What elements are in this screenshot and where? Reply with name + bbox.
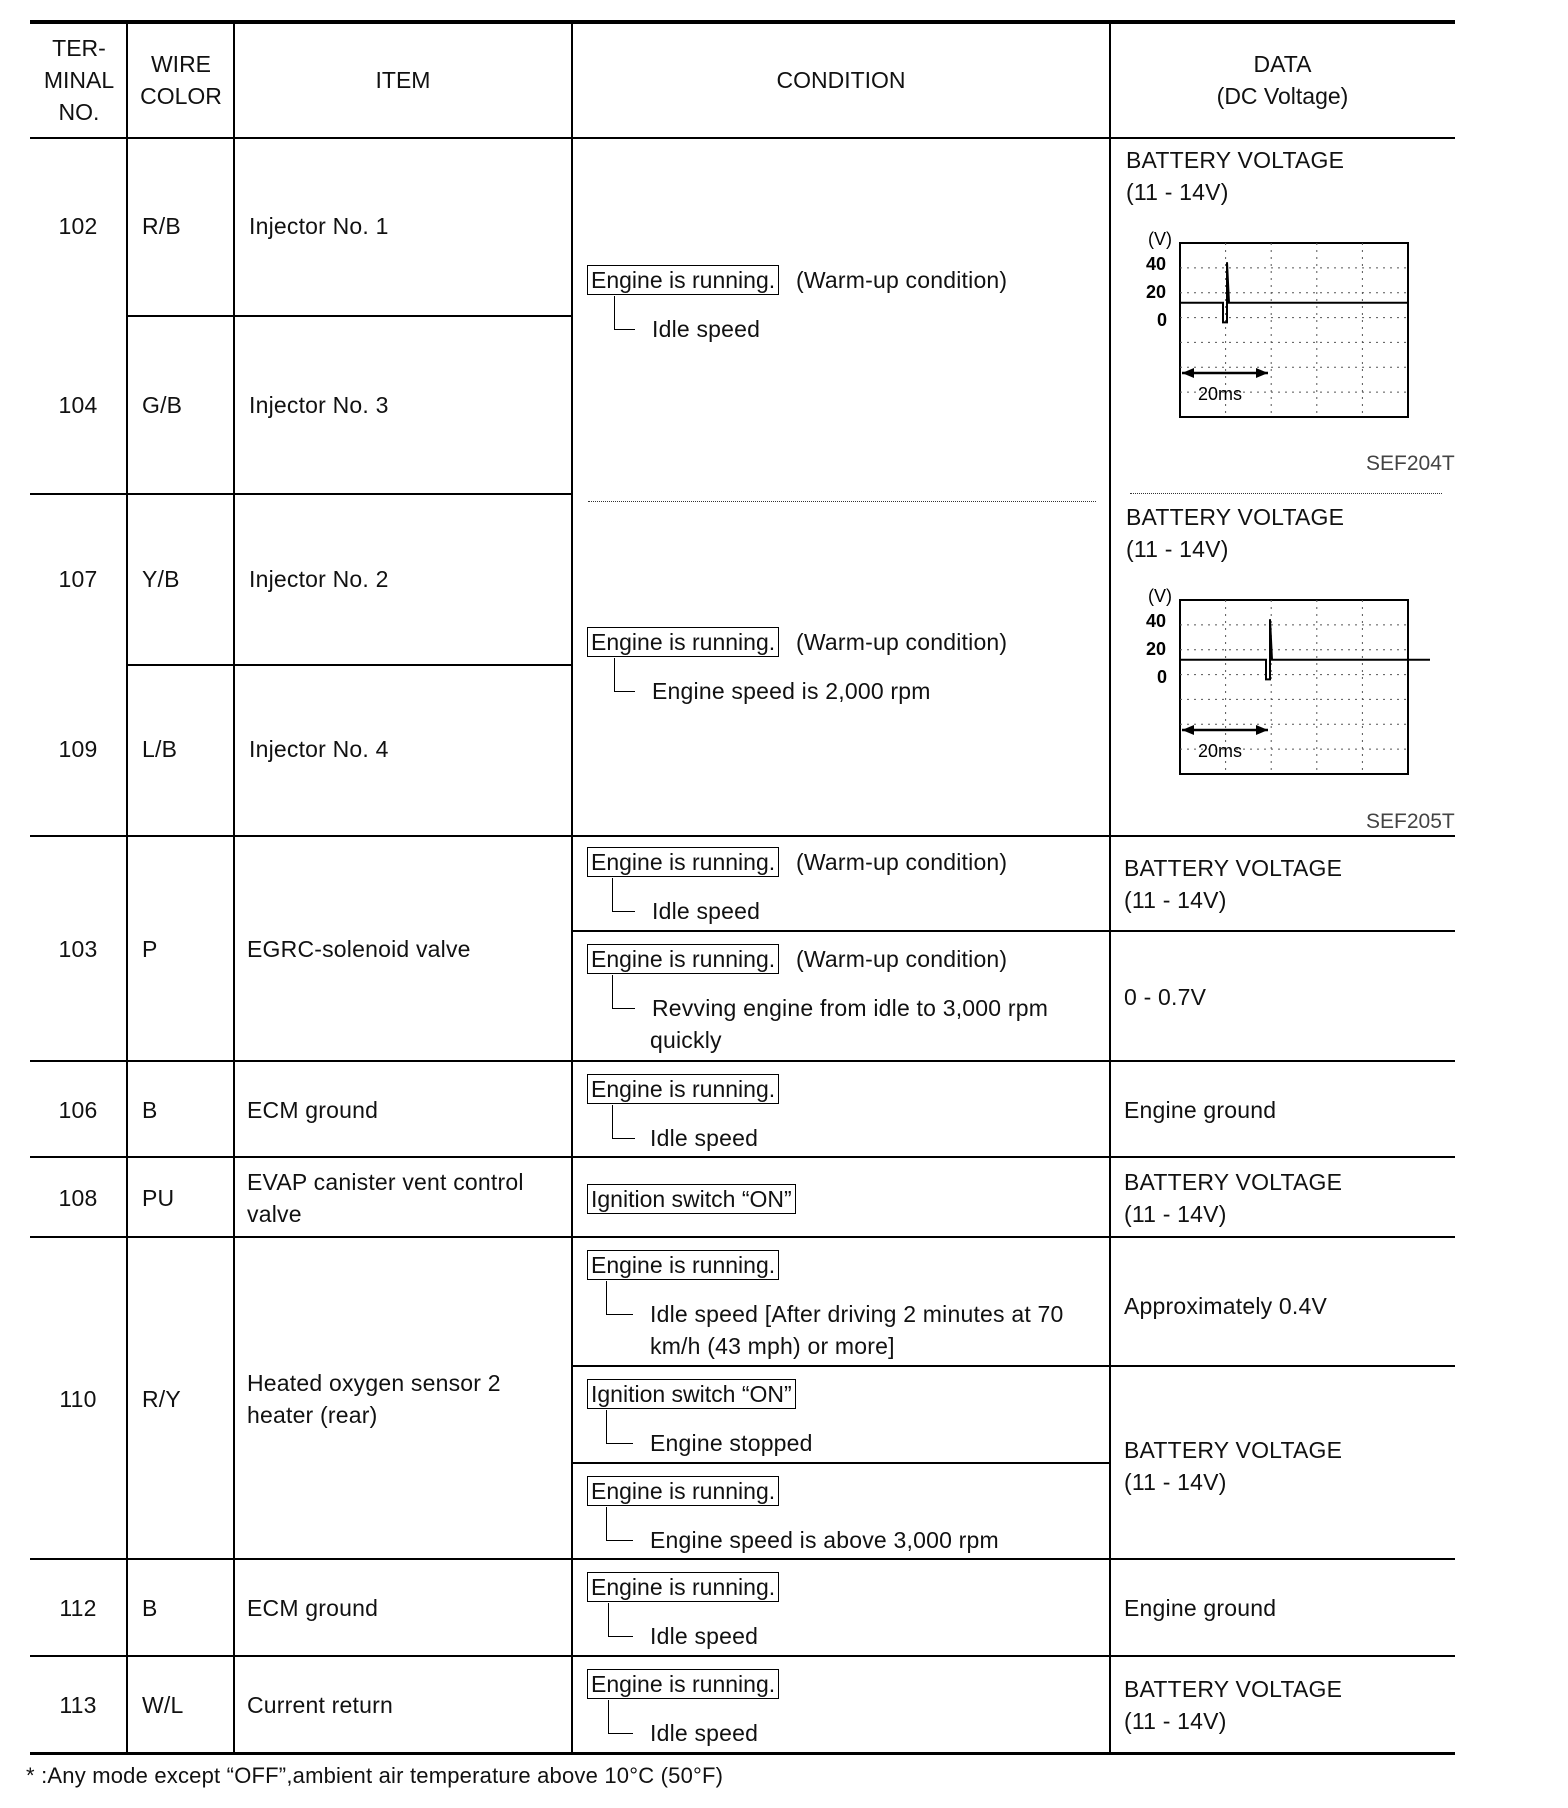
wire-color: B [142,1595,158,1621]
scope-tick-label: 20 [1146,639,1167,659]
header-terminal-line: TER- [52,35,106,61]
data-value: BATTERY VOLTAGE [1124,1169,1343,1195]
condition-detail: Engine speed is above 3,000 rpm [650,1527,999,1553]
terminal-number: 103 [58,936,98,962]
wire-color: R/B [142,213,181,239]
footnote: * :Any mode except “OFF”,ambient air temperature above 10°C (50°F) [26,1763,724,1788]
terminal-number: 110 [59,1386,97,1412]
condition-note: (Warm-up condition) [796,629,1008,655]
item-name: ECM ground [247,1097,379,1123]
header-terminal-line: MINAL [43,67,115,93]
data-value: (11 - 14V) [1124,1708,1227,1734]
bottom-rule [30,1752,1455,1755]
wire-color: R/Y [142,1386,181,1412]
condition-box: Ignition switch “ON” [587,1379,796,1409]
header-data-line: (DC Voltage) [1216,83,1349,109]
condition-detail: Engine speed is 2,000 rpm [652,678,931,704]
data-value: 0 - 0.7V [1124,984,1207,1010]
condition-box: Engine is running. [587,1250,779,1280]
row-rule [30,1236,1455,1238]
wire-color: G/B [142,392,183,418]
condition-detail: Idle speed [650,1720,759,1746]
row-rule [126,315,572,317]
item-name: Injector No. 3 [249,392,389,418]
col-rule [126,22,128,1753]
item-name: Current return [247,1692,393,1718]
item-name: Injector No. 2 [249,566,389,592]
condition-branch [614,658,635,692]
condition-box: Engine is running. [587,1074,779,1104]
terminal-number: 113 [59,1692,97,1718]
oscilloscope-waveform [1130,582,1430,782]
condition-box: Ignition switch “ON” [587,1184,796,1214]
item-name: heater (rear) [247,1402,378,1428]
data-value: Approximately 0.4V [1124,1293,1328,1319]
condition-note: (Warm-up condition) [796,267,1008,293]
scope-tick-label: 40 [1146,254,1167,274]
figure-code: SEF204T [1366,452,1455,475]
row-rule [572,1462,1110,1464]
condition-detail: Idle speed [650,1125,759,1151]
data-value: BATTERY VOLTAGE [1124,855,1343,881]
data-value: (11 - 14V) [1124,1469,1227,1495]
scope-arrow-head [1182,725,1194,735]
figure-code: SEF205T [1366,810,1455,833]
header-item: ITEM [375,67,431,93]
condition-detail: Idle speed [650,1623,759,1649]
terminal-number: 109 [58,736,98,762]
item-name: Injector No. 1 [249,213,389,239]
col-rule [233,22,235,1753]
scope-unit-label: (V) [1148,229,1172,249]
data-value: BATTERY VOLTAGE [1124,1437,1343,1463]
data-value: Engine ground [1124,1097,1277,1123]
header-terminal [30,32,128,128]
scope-tick-label: 40 [1146,611,1167,631]
row-rule [30,835,1455,837]
item-name: valve [247,1201,302,1227]
terminal-number: 106 [58,1097,98,1123]
row-rule [30,1655,1455,1657]
scope-tick-label: 0 [1157,310,1168,330]
item-name: EVAP canister vent control [247,1169,524,1195]
item-name: Heated oxygen sensor 2 [247,1370,501,1396]
wire-color: P [142,936,158,962]
item-name: ECM ground [247,1595,379,1621]
condition-branch [606,1410,633,1444]
wire-color: W/L [142,1692,184,1718]
scope-tick-label: 20 [1146,282,1167,302]
row-rule [30,1060,1455,1062]
data-value: Engine ground [1124,1595,1277,1621]
terminal-number: 104 [58,392,98,418]
condition-box: Engine is running. [587,944,779,974]
row-rule [572,930,1455,932]
row-rule [30,1558,1455,1560]
condition-note: (Warm-up condition) [796,946,1008,972]
scope-unit-label: (V) [1148,586,1172,606]
scope-tick-label: 0 [1157,667,1168,687]
condition-detail: Idle speed [652,898,761,924]
condition-detail: Engine stopped [650,1430,813,1456]
data-value: BATTERY VOLTAGE [1126,147,1345,173]
row-rule [572,1365,1455,1367]
condition-detail: km/h (43 mph) or more] [650,1333,895,1359]
top-rule [30,20,1455,24]
row-rule [30,1156,1455,1158]
item-name: Injector No. 4 [249,736,389,762]
condition-box: Engine is running. [587,1669,779,1699]
condition-detail: quickly [650,1027,722,1053]
header-condition: CONDITION [776,67,906,93]
condition-note: (Warm-up condition) [796,849,1008,875]
condition-detail: Revving engine from idle to 3,000 rpm [652,995,1049,1021]
data-value: (11 - 14V) [1124,887,1227,913]
condition-detail: Idle speed [After driving 2 minutes at 70 [650,1301,1064,1327]
header-data-line: DATA [1253,51,1312,77]
data-value: (11 - 14V) [1124,1201,1227,1227]
col-rule [571,22,573,1753]
wire-color: L/B [142,736,178,762]
condition-box: Engine is running. [587,1572,779,1602]
wire-color: Y/B [142,566,180,592]
condition-branch [608,1603,633,1637]
scope-arrow-head [1256,368,1268,378]
terminal-number: 102 [58,213,98,239]
scope-arrow-head [1256,725,1268,735]
header-rule [30,137,1455,139]
data-value: (11 - 14V) [1126,536,1229,562]
condition-box: Engine is running. [587,627,779,657]
wire-color: B [142,1097,158,1123]
terminal-number: 112 [59,1595,97,1621]
scope-arrow-head [1182,368,1194,378]
terminal-number: 108 [58,1185,98,1211]
item-name: EGRC-solenoid valve [247,936,471,962]
data-value: (11 - 14V) [1126,179,1229,205]
terminal-number: 107 [58,566,98,592]
header-data [1110,48,1455,112]
condition-branch [612,975,635,1009]
scope-waveform-trace [1180,619,1430,679]
condition-box: Engine is running. [587,847,779,877]
row-rule [126,664,572,666]
condition-branch [612,1105,635,1139]
condition-branch [612,878,635,912]
scope-timebase-label: 20ms [1198,741,1243,761]
condition-branch [606,1281,633,1315]
condition-branch [608,1700,633,1734]
header-wire-line: WIRE [150,51,212,77]
condition-box: Engine is running. [587,265,779,295]
data-value: BATTERY VOLTAGE [1124,1676,1343,1702]
dotted-separator [1130,493,1442,494]
condition-branch [614,296,635,330]
header-wire-line: COLOR [140,83,222,109]
oscilloscope-waveform [1130,225,1430,425]
condition-box: Engine is running. [587,1476,779,1506]
condition-branch [606,1507,633,1541]
col-rule [1109,22,1111,1753]
header-wire-color [128,48,234,112]
condition-detail: Idle speed [652,316,761,342]
wire-color: PU [142,1185,175,1211]
header-terminal-line: NO. [58,99,100,125]
row-rule [30,493,572,495]
data-value: BATTERY VOLTAGE [1126,504,1345,530]
scope-timebase-label: 20ms [1198,384,1243,404]
dotted-separator [588,501,1096,502]
